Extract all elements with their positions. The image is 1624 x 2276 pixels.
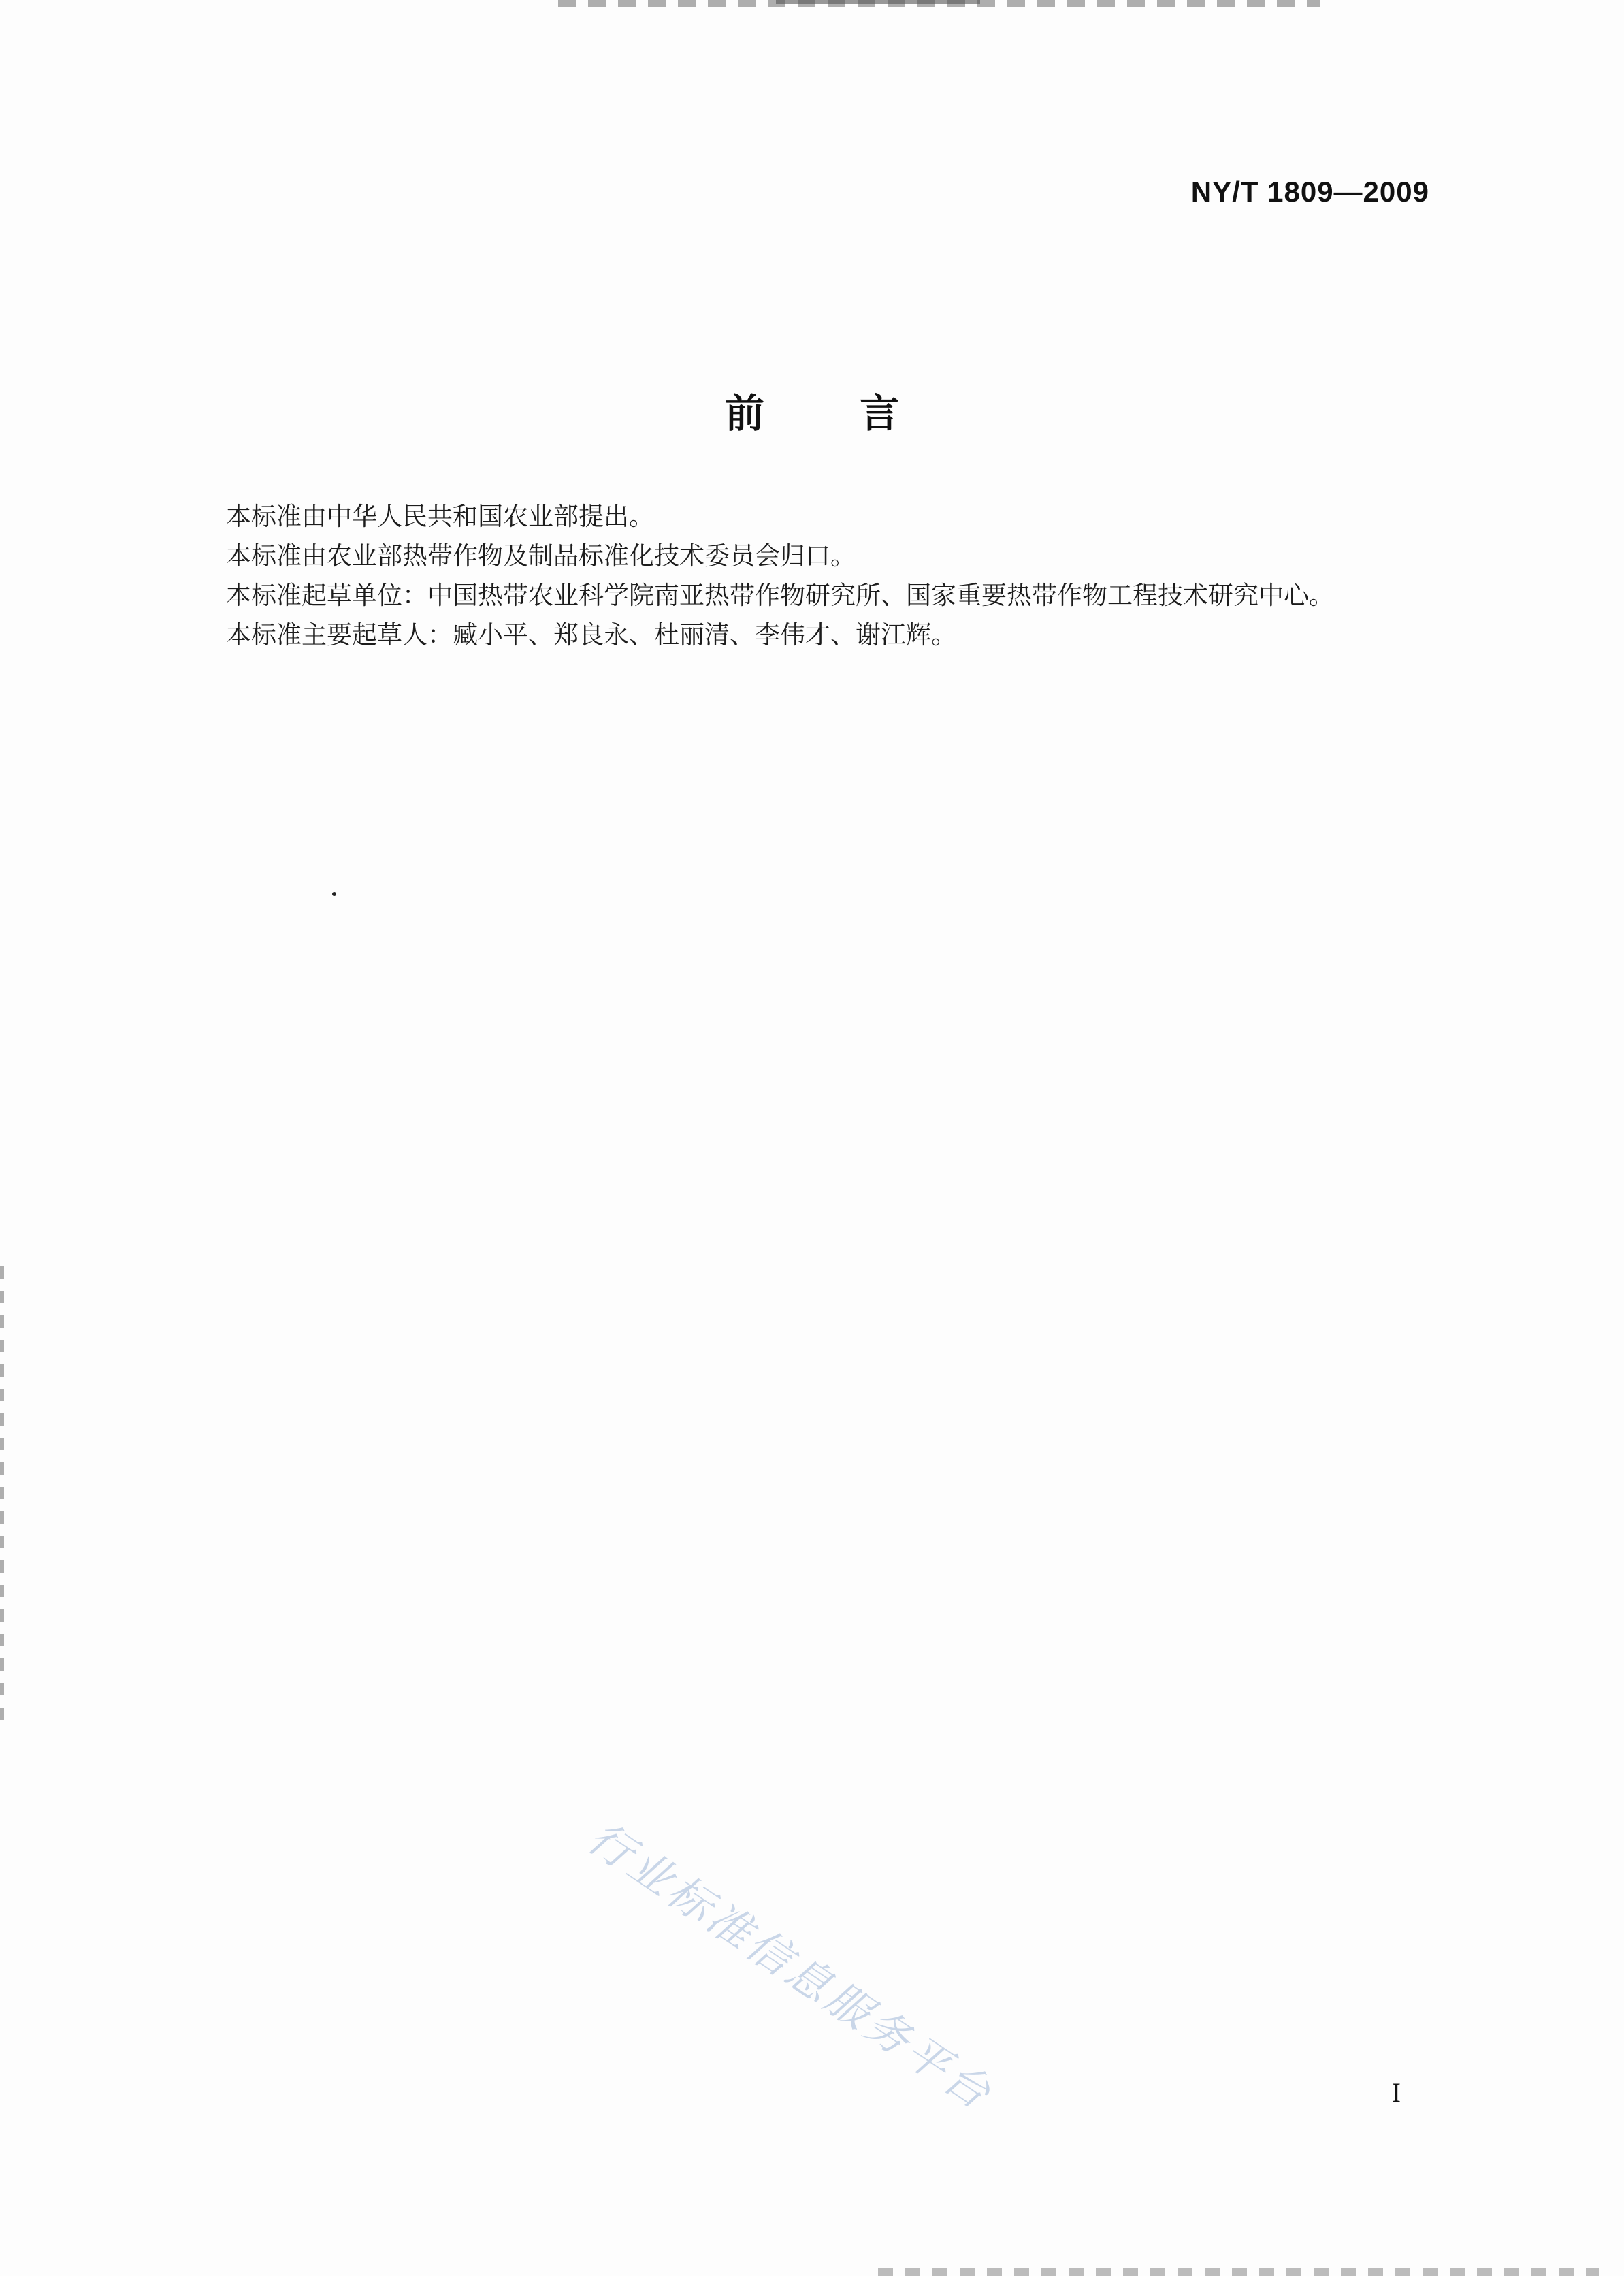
paragraph-drafters: 本标准主要起草人：臧小平、郑良永、杜丽清、李伟才、谢江辉。 — [226, 620, 956, 650]
standard-code: NY/T 1809—2009 — [1190, 176, 1429, 208]
watermark-text: 行业标准信息服务平台 — [579, 1812, 1002, 2121]
paragraph-proposer: 本标准由中华人民共和国农业部提出。 — [226, 502, 654, 531]
section-title: 前言 — [724, 390, 994, 436]
paragraph-committee: 本标准由农业部热带作物及制品标准化技术委员会归口。 — [226, 541, 856, 571]
scan-artifact-top-bar — [776, 0, 980, 4]
scan-artifact-bottom — [878, 2268, 1599, 2276]
paragraph-drafting-units: 本标准起草单位：中国热带农业科学院南亚热带作物研究所、国家重要热带作物工程技术研究中心。 — [226, 581, 1334, 610]
scan-artifact-left — [0, 1266, 4, 1729]
scan-speck — [332, 892, 336, 896]
foreword-body — [167, 497, 1433, 655]
page-number: I — [1391, 2077, 1401, 2108]
